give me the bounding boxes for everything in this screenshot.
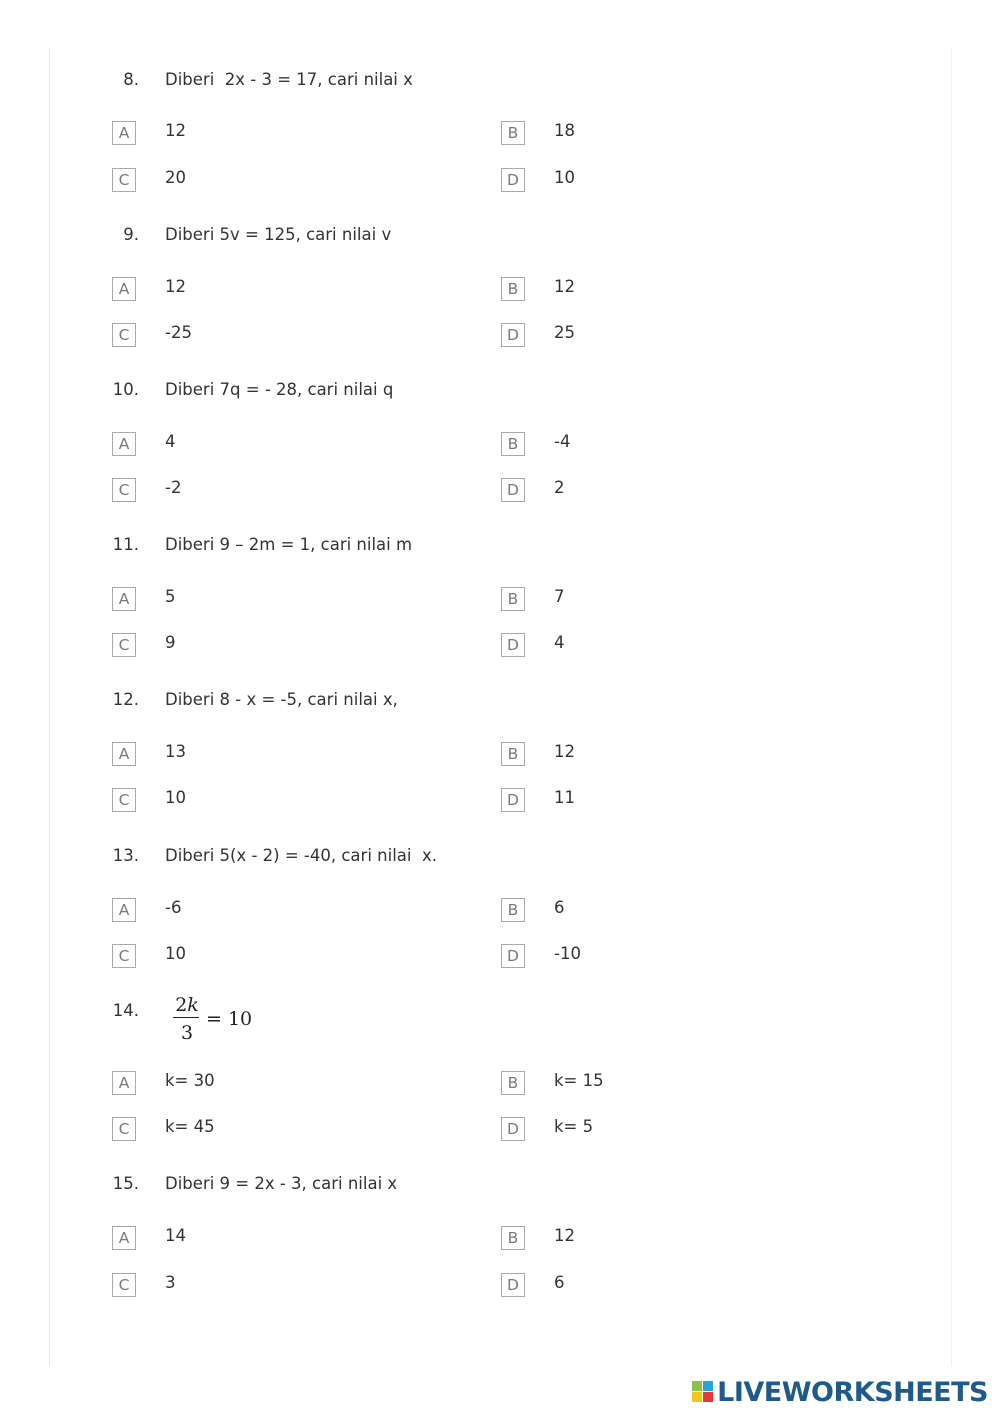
option-letter-box[interactable]: C [112,168,136,192]
question-15 [0,1169,1000,1199]
option-letter-box[interactable]: D [501,323,525,347]
option-letter-box[interactable]: A [112,898,136,922]
option-letter-box[interactable]: B [501,432,525,456]
logo-tile-blue [703,1381,713,1391]
option-letter-box[interactable]: B [501,742,525,766]
option-letter-box[interactable]: C [112,478,136,502]
option-value: k= 30 [165,1071,215,1090]
option-letter-box[interactable]: C [112,1117,136,1141]
option-value: 12 [554,742,575,761]
numerator-coefficient: 2 [175,994,188,1016]
question-number: 12. [112,690,139,709]
question-number: 13. [112,846,139,865]
option-value: 2 [554,478,565,497]
question-9 [0,220,1000,250]
option-letter-box[interactable]: B [501,277,525,301]
logo-text: LIVEWORKSHEETS [717,1376,988,1408]
option-letter-box[interactable]: B [501,587,525,611]
question-text: Diberi 8 - x = -5, cari nilai x, [165,690,398,709]
option-value: 14 [165,1226,186,1245]
option-value: 5 [165,587,176,606]
option-value: 20 [165,168,186,187]
question-text: Diberi 7q = - 28, cari nilai q [165,380,394,399]
liveworksheets-logo[interactable] [692,1374,988,1410]
question-header [0,530,1000,560]
option-letter-box[interactable]: A [112,742,136,766]
question-number: 11. [112,535,139,554]
option-letter-box[interactable]: D [501,633,525,657]
option-value: 12 [554,1226,575,1245]
option-letter-box[interactable]: A [112,1071,136,1095]
question-number: 9. [123,225,139,244]
option-value: 25 [554,323,575,342]
numerator-variable: k [187,994,199,1016]
option-letter-box[interactable]: C [112,633,136,657]
question-number: 8. [123,70,139,89]
option-value: 6 [554,898,565,917]
option-value: 18 [554,121,575,140]
liveworksheets-logo-icon [692,1381,714,1403]
option-value: 10 [554,168,575,187]
question-number: 10. [112,380,139,399]
question-header [0,65,1000,95]
option-value: k= 15 [554,1071,604,1090]
option-value: 3 [165,1273,176,1292]
question-11 [0,530,1000,560]
option-value: 6 [554,1273,565,1292]
option-letter-box[interactable]: B [501,1071,525,1095]
fraction-denominator: 3 [180,1022,194,1044]
question-header [0,685,1000,715]
option-value: 10 [165,944,186,963]
option-letter-box[interactable]: A [112,277,136,301]
option-letter-box[interactable]: D [501,1117,525,1141]
question-header [0,1169,1000,1199]
question-8 [0,65,1000,95]
option-value: 4 [554,633,565,652]
option-letter-box[interactable]: A [112,432,136,456]
option-letter-box[interactable]: B [501,1226,525,1250]
option-value: 12 [165,277,186,296]
option-letter-box[interactable]: A [112,587,136,611]
question-13 [0,841,1000,871]
option-letter-box[interactable]: D [501,1273,525,1297]
question-text: Diberi 5(x - 2) = -40, cari nilai x. [165,846,437,865]
question-text: Diberi 9 – 2m = 1, cari nilai m [165,535,413,554]
question-header [0,841,1000,871]
question-number: 14. [112,1001,139,1020]
option-letter-box[interactable]: D [501,168,525,192]
option-value: 7 [554,587,565,606]
fraction-numerator [172,990,202,1020]
equation-rhs: = 10 [206,1008,253,1030]
question-header [0,375,1000,405]
option-letter-box[interactable]: B [501,121,525,145]
question-10 [0,375,1000,405]
logo-tile-green [692,1381,702,1391]
question-text: Diberi 9 = 2x - 3, cari nilai x [165,1174,398,1193]
question-text: Diberi 2x - 3 = 17, cari nilai x [165,70,413,89]
option-value: k= 5 [554,1117,594,1136]
option-letter-box[interactable]: D [501,944,525,968]
option-letter-box[interactable]: C [112,788,136,812]
question-14 [0,994,1000,1044]
option-letter-box[interactable]: A [112,121,136,145]
option-letter-box[interactable]: D [501,788,525,812]
option-value: 9 [165,633,176,652]
option-value: 13 [165,742,186,761]
option-value: -6 [165,898,182,917]
option-letter-box[interactable]: C [112,323,136,347]
option-value: -25 [165,323,192,342]
option-value: 12 [554,277,575,296]
option-value: 4 [165,432,176,451]
option-value: 12 [165,121,186,140]
option-value: -2 [165,478,182,497]
option-letter-box[interactable]: B [501,898,525,922]
logo-tile-red [703,1392,713,1402]
option-value: 10 [165,788,186,807]
option-letter-box[interactable]: C [112,944,136,968]
option-value: -4 [554,432,571,451]
logo-tile-yellow [692,1392,702,1402]
option-letter-box[interactable]: D [501,478,525,502]
option-value: k= 45 [165,1117,215,1136]
option-letter-box[interactable]: C [112,1273,136,1297]
question-12 [0,685,1000,715]
question-header [0,994,1000,1044]
question-number: 15. [112,1174,139,1193]
question-text: Diberi 5v = 125, cari nilai v [165,225,392,244]
option-value: 11 [554,788,575,807]
option-value: -10 [554,944,581,963]
question-header [0,220,1000,250]
option-letter-box[interactable]: A [112,1226,136,1250]
